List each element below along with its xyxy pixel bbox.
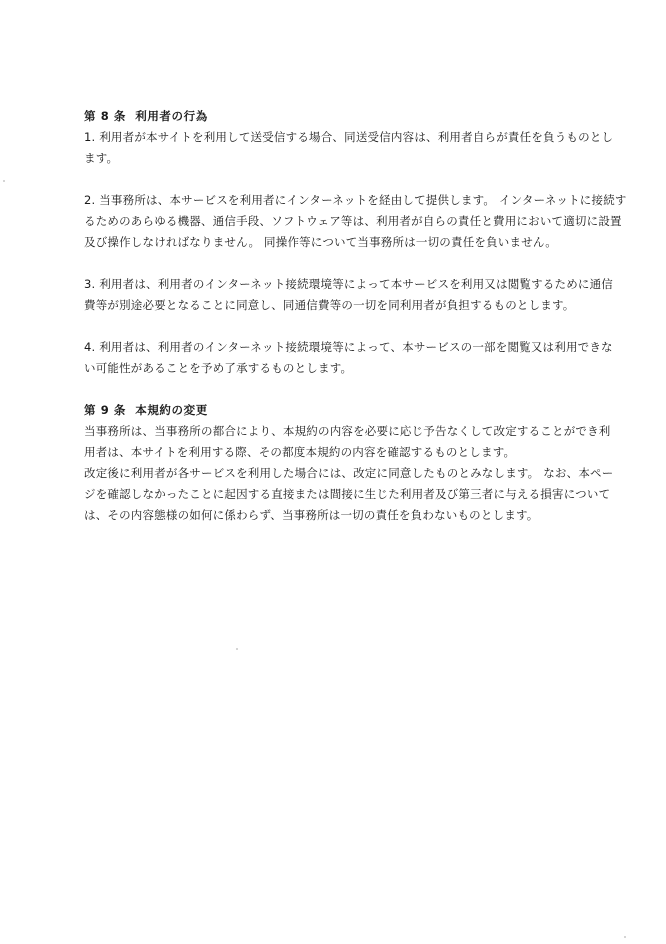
text-line: ジを確認しなかったことに起因する直接または間接に生じた利用者及び第三者に与える損害について — [84, 487, 611, 501]
terms-body — [84, 106, 627, 526]
text-line: ます。 — [84, 151, 119, 165]
scan-speck — [3, 180, 5, 182]
text-line: 改定後に利用者が各サービスを利用した場合には、改定に同意したものとみなします。 なお、本ペー — [84, 466, 614, 480]
text-line: 及び操作しなければなりません。 同操作等について当事務所は一切の責任を負いません。 — [84, 235, 558, 249]
article-8-item-1 — [84, 127, 614, 169]
paragraph-gap — [84, 316, 604, 337]
article-8-item-2 — [84, 190, 627, 253]
text-line: い可能性があることを予め了承するものとします。 — [84, 361, 353, 375]
text-line: 1. 利用者が本サイトを利用して送受信する場合、同送受信内容は、利用者自らが責任を負うものとし — [84, 130, 614, 144]
article-9-paragraph-1 — [84, 421, 611, 463]
article-8-heading: 第 8 条 利用者の行為 — [84, 109, 208, 123]
text-line: 4. 利用者は、利用者のインターネット接続環境等によって、本サービスの一部を閲覧又は利用できな — [84, 340, 613, 354]
text-line: 2. 当事務所は、本サービスを利用者にインターネットを経由して提供します。 インターネットに接続す — [84, 193, 627, 207]
text-line: 費等が別途必要となることに同意し、同通信費等の一切を同利用者が負担するものとします。 — [84, 298, 575, 312]
text-line: 用者は、本サイトを利用する際、その都度本規約の内容を確認するものとします。 — [84, 445, 516, 459]
article-8-item-3 — [84, 274, 613, 316]
paragraph-gap — [84, 379, 604, 400]
article-9-heading: 第 9 条 本規約の変更 — [84, 403, 208, 417]
article-9-paragraph-2 — [84, 463, 614, 526]
text-line: は、その内容態様の如何に係わらず、当事務所は一切の責任を負わないものとします。 — [84, 508, 539, 522]
text-line: 3. 利用者は、利用者のインターネット接続環境等によって本サービスを利用又は閲覧するために通信 — [84, 277, 613, 291]
scan-speck — [624, 936, 626, 938]
scan-speck — [236, 648, 238, 650]
paragraph-gap — [84, 253, 604, 274]
text-line: るためのあらゆる機器、通信手段、ソフトウェア等は、利用者が自らの責任と費用において適切に設置 — [84, 214, 622, 228]
paragraph-gap — [84, 169, 604, 190]
text-line: 当事務所は、当事務所の都合により、本規約の内容を必要に応じ予告なくして改定することができ利 — [84, 424, 611, 438]
article-8-item-4 — [84, 337, 613, 379]
